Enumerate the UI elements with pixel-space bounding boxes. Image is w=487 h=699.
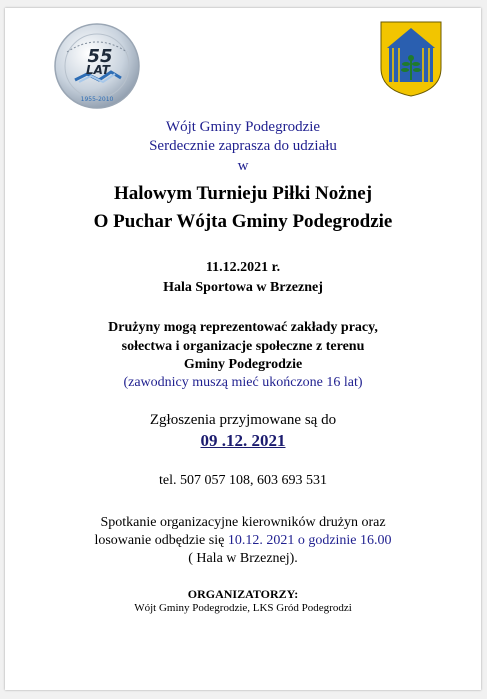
coat-of-arms-icon (379, 20, 443, 98)
club-anniversary-logo (53, 22, 141, 110)
invite-line-3: w (237, 158, 249, 174)
invitation-page (5, 8, 481, 690)
meeting-line-2 (5, 533, 481, 549)
registration-deadline: 09 .12. 2021 (200, 431, 286, 450)
organizers-heading: ORGANIZATORZY: (187, 587, 299, 601)
meeting-line-3: ( Hala w Brzeznej). (188, 551, 298, 566)
organizers-names: Wójt Gminy Podegrodzie, LKS Gród Podegrodzi (134, 602, 352, 614)
title-line-1: Halowym Turnieju Piłki Nożnej (113, 183, 373, 204)
event-date: 11.12.2021 r. (205, 260, 281, 275)
title-line-2: O Puchar Wójta Gminy Podegrodzie (93, 211, 393, 232)
club-logo-dates: 1955-2010 (80, 96, 114, 103)
teams-line-1: Drużyny mogą reprezentować zakłady pracy, (108, 320, 378, 335)
age-requirement-note: (zawodnicy muszą mieć ukończone 16 lat) (123, 375, 363, 390)
club-logo-lat: LAT (86, 63, 110, 77)
meeting-line-1: Spotkanie organizacyjne kierowników drużyn oraz (100, 515, 386, 530)
club-logo-years: 55 (87, 46, 113, 67)
meeting-datetime: 10.12. 2021 o godzinie 16.00 (227, 533, 392, 548)
meeting-line-2-text: losowanie odbędzie się (94, 533, 228, 548)
teams-line-2: sołectwa i organizacje społeczne z terenu (121, 339, 365, 354)
teams-line-3: Gminy Podegrodzie (183, 357, 303, 372)
event-venue: Hala Sportowa w Brzeznej (163, 280, 323, 295)
contact-phone: tel. 507 057 108, 603 693 531 (159, 473, 327, 488)
invite-line-2: Serdecznie zaprasza do udziału (149, 138, 337, 154)
registration-label: Zgłoszenia przyjmowane są do (149, 412, 337, 428)
invite-line-1: Wójt Gminy Podegrodzie (165, 119, 321, 135)
